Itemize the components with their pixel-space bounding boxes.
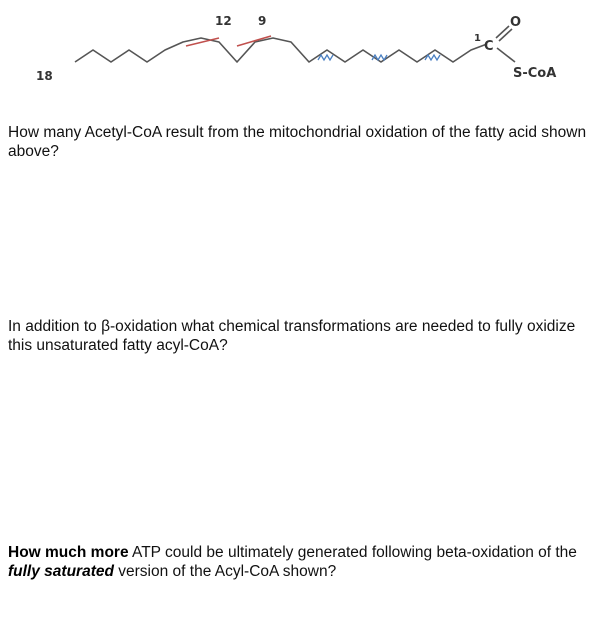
carbonyl-carbon-label: C — [484, 39, 494, 54]
carbon-label-12: 12 — [215, 14, 232, 28]
s-coa-label: S-CoA — [513, 66, 557, 81]
thioester-bond — [497, 48, 515, 62]
double-bond-c12 — [186, 38, 219, 46]
question-emphasis-italic: fully saturated — [8, 563, 114, 580]
double-bond-c9 — [237, 36, 271, 46]
carbon-label-9: 9 — [258, 14, 267, 28]
question-bold-lead: How much more — [8, 544, 129, 561]
question-acetyl-coa-count: How many Acetyl-CoA result from the mitochondrial oxidation of the fatty acid shown above? — [8, 124, 587, 160]
fatty-acyl-coa-structure — [0, 0, 613, 95]
oxygen-label: O — [510, 15, 522, 30]
cleavage-mark-3 — [425, 55, 440, 60]
question-text-part-b: version of the Acyl-CoA shown? — [113, 563, 337, 580]
cleavage-mark-1 — [318, 55, 333, 60]
question-text-part-a: ATP could be ultimately generated following beta-oxidation of the — [128, 544, 577, 561]
cleavage-mark-2 — [372, 55, 387, 60]
carbonyl-double-bond-a — [496, 26, 509, 38]
structure-drawing — [0, 0, 613, 95]
question-chemical-transformations: In addition to β-oxidation what chemical transformations are needed to fully oxidize this unsaturated fatty acyl-CoA? — [8, 318, 576, 354]
carbonyl-double-bond-b — [499, 29, 512, 41]
carbon-label-18: 18 — [36, 69, 53, 83]
carbon-label-1: 1 — [474, 33, 481, 44]
question-emphasis — [8, 563, 114, 580]
carbon-chain — [75, 38, 487, 62]
question-extra-atp — [8, 543, 598, 581]
